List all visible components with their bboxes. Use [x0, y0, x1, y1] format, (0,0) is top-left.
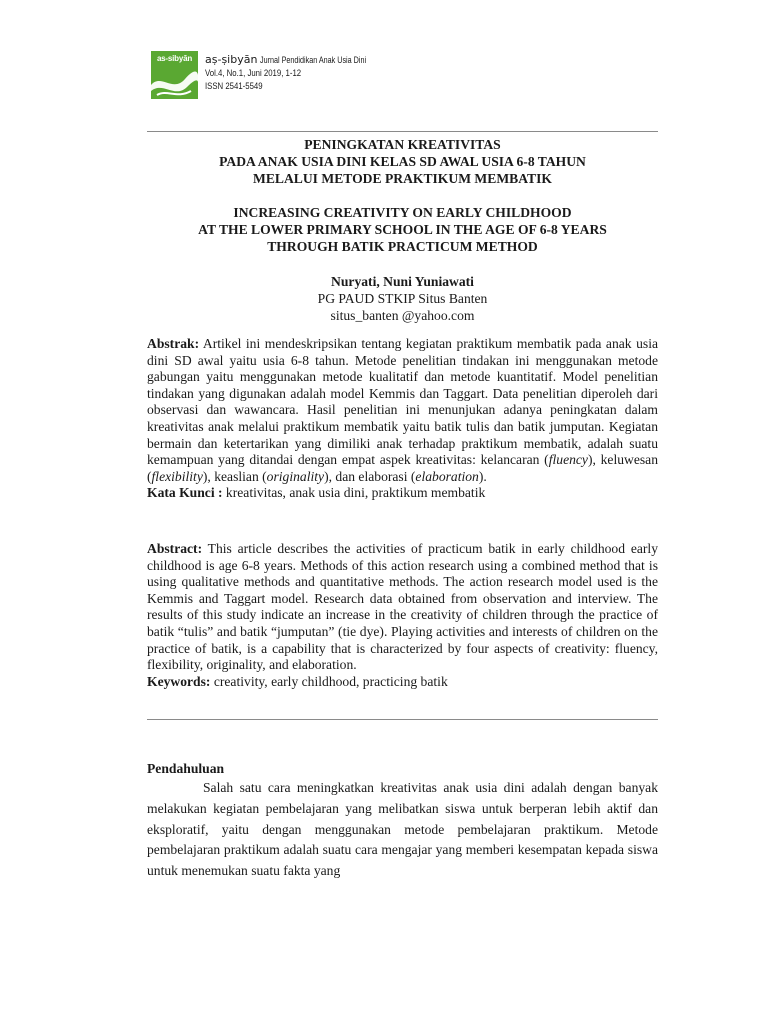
abstrak-term: elaboration — [415, 468, 479, 484]
kata-kunci-label: Kata Kunci : — [147, 485, 223, 501]
author-affiliation: PG PAUD STKIP Situs Banten — [317, 291, 488, 306]
logo-wave-icon — [151, 65, 198, 99]
section-body — [147, 778, 658, 882]
abstrak-text: ). — [478, 468, 487, 484]
journal-volume: Vol.4, No.1, Juni 2019, 1-12 — [205, 68, 302, 79]
keywords-text: creativity, early childhood, practicing batik — [210, 673, 448, 689]
abstrak-text: ), keaslian ( — [202, 468, 267, 484]
abstrak-paragraph — [147, 336, 658, 485]
title-en-line: INCREASING CREATIVITY ON EARLY CHILDHOOD — [233, 205, 572, 220]
abstrak-term: flexibility — [151, 468, 203, 484]
keywords-line — [147, 674, 658, 691]
abstrak-text: ), dan elaborasi ( — [324, 468, 416, 484]
section-title: Pendahuluan — [147, 761, 225, 776]
journal-logo — [151, 51, 198, 99]
body-paragraph: Salah satu cara meningkatkan kreativitas anak usia dini adalah dengan banyak melakukan kegiatan pembelajaran yang melibatkan siswa untuk berperan lebih aktif dan eksploratif, yaitu dengan menggunakan metode pembelajaran praktikum. Metode pembelajaran praktikum adalah suatu cara mengajar yang memberi kesempatan kepada siswa untuk menemukan suatu fakta yang — [147, 780, 658, 879]
abstract-block — [147, 541, 658, 690]
author-block — [147, 273, 658, 324]
abstrak-text: Artikel ini mendeskripsikan tentang kegiatan praktikum membatik pada anak usia dini SD awal yaitu usia 6-8 tahun. Metode penelitian tindakan ini menggunakan metode gabungan yaitu menggunakan metode kualitatif dan metode kuantitatif. Model penelitian tindakan yang digunakan adalah model Kemmis dan Taggart. Data penelitian diperoleh dari observasi dan wawancara. Hasil penelitian ini menunjukan adanya peningkatan dalam kreativitas anak melalui praktikum membatik yaitu batik tulis dan batik jumputan. Kegiatan bermain dan ketertarikan yang dimiliki anak terhadap praktikum membatik, adalah suatu kemampuan yang ditandai dengan empat aspek kreativitas: kelancaran ( — [147, 336, 658, 468]
abstrak-term: originality — [266, 468, 325, 484]
journal-info — [205, 54, 393, 93]
title-english — [147, 204, 658, 255]
title-id-line: MELALUI METODE PRAKTIKUM MEMBATIK — [253, 171, 552, 186]
title-id-line: PADA ANAK USIA DINI KELAS SD AWAL USIA 6-8 TAHUN — [219, 154, 586, 169]
abstract-text: This article describes the activities of practicum batik in early childhood early childhood is age 6-8 years. Methods of this action research using a combined method that is using qualitative methods and quantitative methods. The action research model used is the Kemmis and Taggart model. Research data obtained from observation and interview. The results of this study indicate an increase in the creativity of children through the practice of batik “tulis” and batik “jumputan” (tie dye). Playing activities and interests of children on the practice of batik, is a capability that is characterized by four aspects of creativity: fluency, flexibility, originality, and elaboration. — [147, 541, 658, 673]
abstrak-term: fluency — [548, 452, 588, 468]
bottom-rule — [147, 719, 658, 720]
title-id-line: PENINGKATAN KREATIVITAS — [304, 137, 501, 152]
author-email: situs_banten @yahoo.com — [330, 308, 475, 323]
abstract-label: Abstract: — [147, 541, 203, 556]
abstrak-block — [147, 336, 658, 502]
title-en-line: AT THE LOWER PRIMARY SCHOOL IN THE AGE OF 6-8 YEARS — [198, 222, 607, 237]
title-indonesian — [147, 136, 658, 187]
logo-text: as-sibyān — [156, 54, 193, 63]
kata-kunci-line — [147, 485, 658, 502]
abstract-paragraph — [147, 541, 658, 674]
abstrak-label: Abstrak: — [147, 336, 200, 351]
journal-issn: ISSN 2541-5549 — [205, 81, 263, 92]
abstrak-text: ), keluwesan ( — [147, 452, 659, 484]
top-rule — [147, 131, 658, 132]
title-en-line: THROUGH BATIK PRACTICUM METHOD — [267, 239, 538, 254]
keywords-label: Keywords: — [147, 673, 211, 689]
kata-kunci-text: kreativitas, anak usia dini, praktikum membatik — [222, 485, 486, 501]
author-names: Nuryati, Nuni Yuniawati — [331, 274, 474, 289]
journal-desc: Jurnal Pendidikan Anak Usia Dini — [260, 55, 367, 65]
journal-name: aṣ-ṣibyān — [205, 53, 258, 66]
